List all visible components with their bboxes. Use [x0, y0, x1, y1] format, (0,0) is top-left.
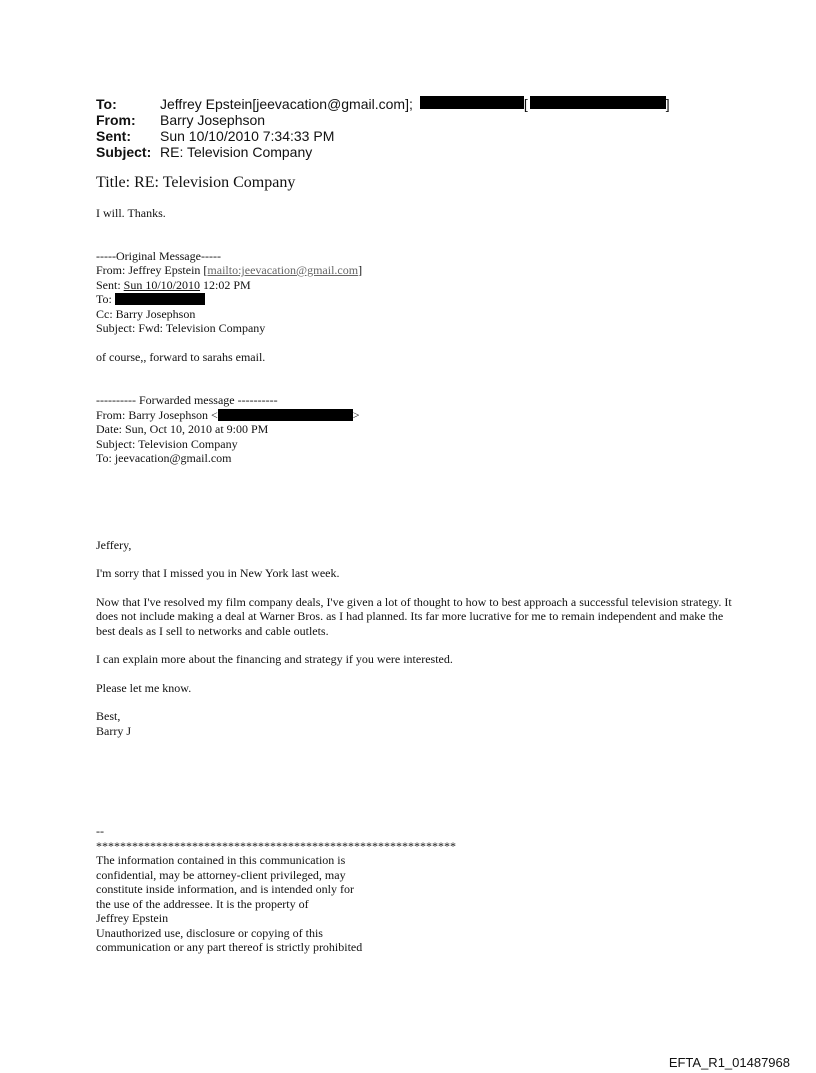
original-separator: -----Original Message-----	[96, 248, 221, 263]
page-title: Title: RE: Television Company	[96, 174, 296, 191]
from-label: From:	[96, 112, 136, 128]
forwarded-subject: Subject: Television Company	[96, 436, 238, 451]
letter-paragraph: Please let me know.	[96, 680, 192, 695]
disclaimer-line: Jeffrey Epstein	[96, 911, 169, 925]
disclaimer-stars: ************************************************************	[96, 838, 456, 853]
letter-paragraph: I'm sorry that I missed you in New York last week.	[96, 566, 340, 580]
original-from: From: Jeffrey Epstein [mailto:jeevacation@gmail.com]	[96, 263, 363, 277]
mailto-link[interactable]: mailto:jeevacation@gmail.com	[207, 263, 359, 277]
sent-value: Sun 10/10/2010 7:34:33 PM	[160, 128, 335, 144]
reply-text: I will. Thanks.	[96, 206, 166, 220]
letter-signature: Barry J	[96, 723, 131, 738]
disclaimer-line: constitute inside information, and is intended only for	[96, 882, 354, 896]
forwarded-separator: ---------- Forwarded message ----------	[96, 393, 278, 407]
to-value: Jeffrey Epstein[jeevacation@gmail.com];	[160, 96, 413, 112]
disclaimer-line: communication or any part thereof is strictly prohibited	[96, 940, 363, 954]
redaction-box	[420, 96, 524, 109]
header-sent-row	[96, 128, 670, 144]
header-to-row	[96, 96, 670, 112]
subject-label: Subject:	[96, 144, 152, 160]
redaction-box	[115, 293, 205, 305]
header-from-row	[96, 112, 670, 128]
forwarded-to: To: jeevacation@gmail.com	[96, 451, 232, 465]
original-cc: Cc: Barry Josephson	[96, 306, 196, 321]
redaction-box	[218, 409, 353, 421]
bracket-close: ]	[665, 96, 670, 112]
disclaimer-line: The information contained in this communication is	[96, 853, 346, 867]
disclaimer-dash: --	[96, 824, 104, 838]
forwarded-from: From: Barry Josephson < >	[96, 407, 360, 422]
original-subject: Subject: Fwd: Television Company	[96, 321, 266, 335]
sent-date: Sun 10/10/2010	[123, 277, 201, 292]
disclaimer-line: Unauthorized use, disclosure or copying of this	[96, 925, 323, 940]
to-label: To:	[96, 96, 117, 112]
letter-paragraph: Now that I've resolved my film company deals, I've given a lot of thought to how to best approach a successful television strategy. It does not include making a deal at Warner Bros. as I had planned. Its far more lucrative for me to remain independent and make the best deals as I sell to networks and cable outlets.	[96, 594, 732, 638]
original-sent: Sent: Sun 10/10/2010 12:02 PM	[96, 277, 251, 292]
forwarded-date: Date: Sun, Oct 10, 2010 at 9:00 PM	[96, 422, 269, 436]
header-subject-row	[96, 144, 670, 160]
original-message: of course,, forward to sarahs email.	[96, 349, 266, 364]
document-id: EFTA_R1_01487968	[668, 1055, 790, 1070]
letter-closing: Best,	[96, 709, 121, 723]
from-value: Barry Josephson	[160, 112, 266, 128]
sent-label: Sent:	[96, 128, 131, 144]
bracket-open: [	[523, 96, 528, 112]
disclaimer-line: confidential, may be attorney-client privileged, may	[96, 867, 346, 882]
email-body	[96, 206, 736, 955]
redaction-box	[530, 96, 666, 109]
letter-greeting: Jeffery,	[96, 537, 132, 552]
original-to: To:	[96, 292, 736, 307]
subject-value: RE: Television Company	[160, 144, 313, 160]
letter-paragraph: I can explain more about the financing and strategy if you were interested.	[96, 652, 453, 666]
disclaimer-line: the use of the addressee. It is the property of	[96, 896, 309, 911]
email-header	[96, 96, 670, 160]
